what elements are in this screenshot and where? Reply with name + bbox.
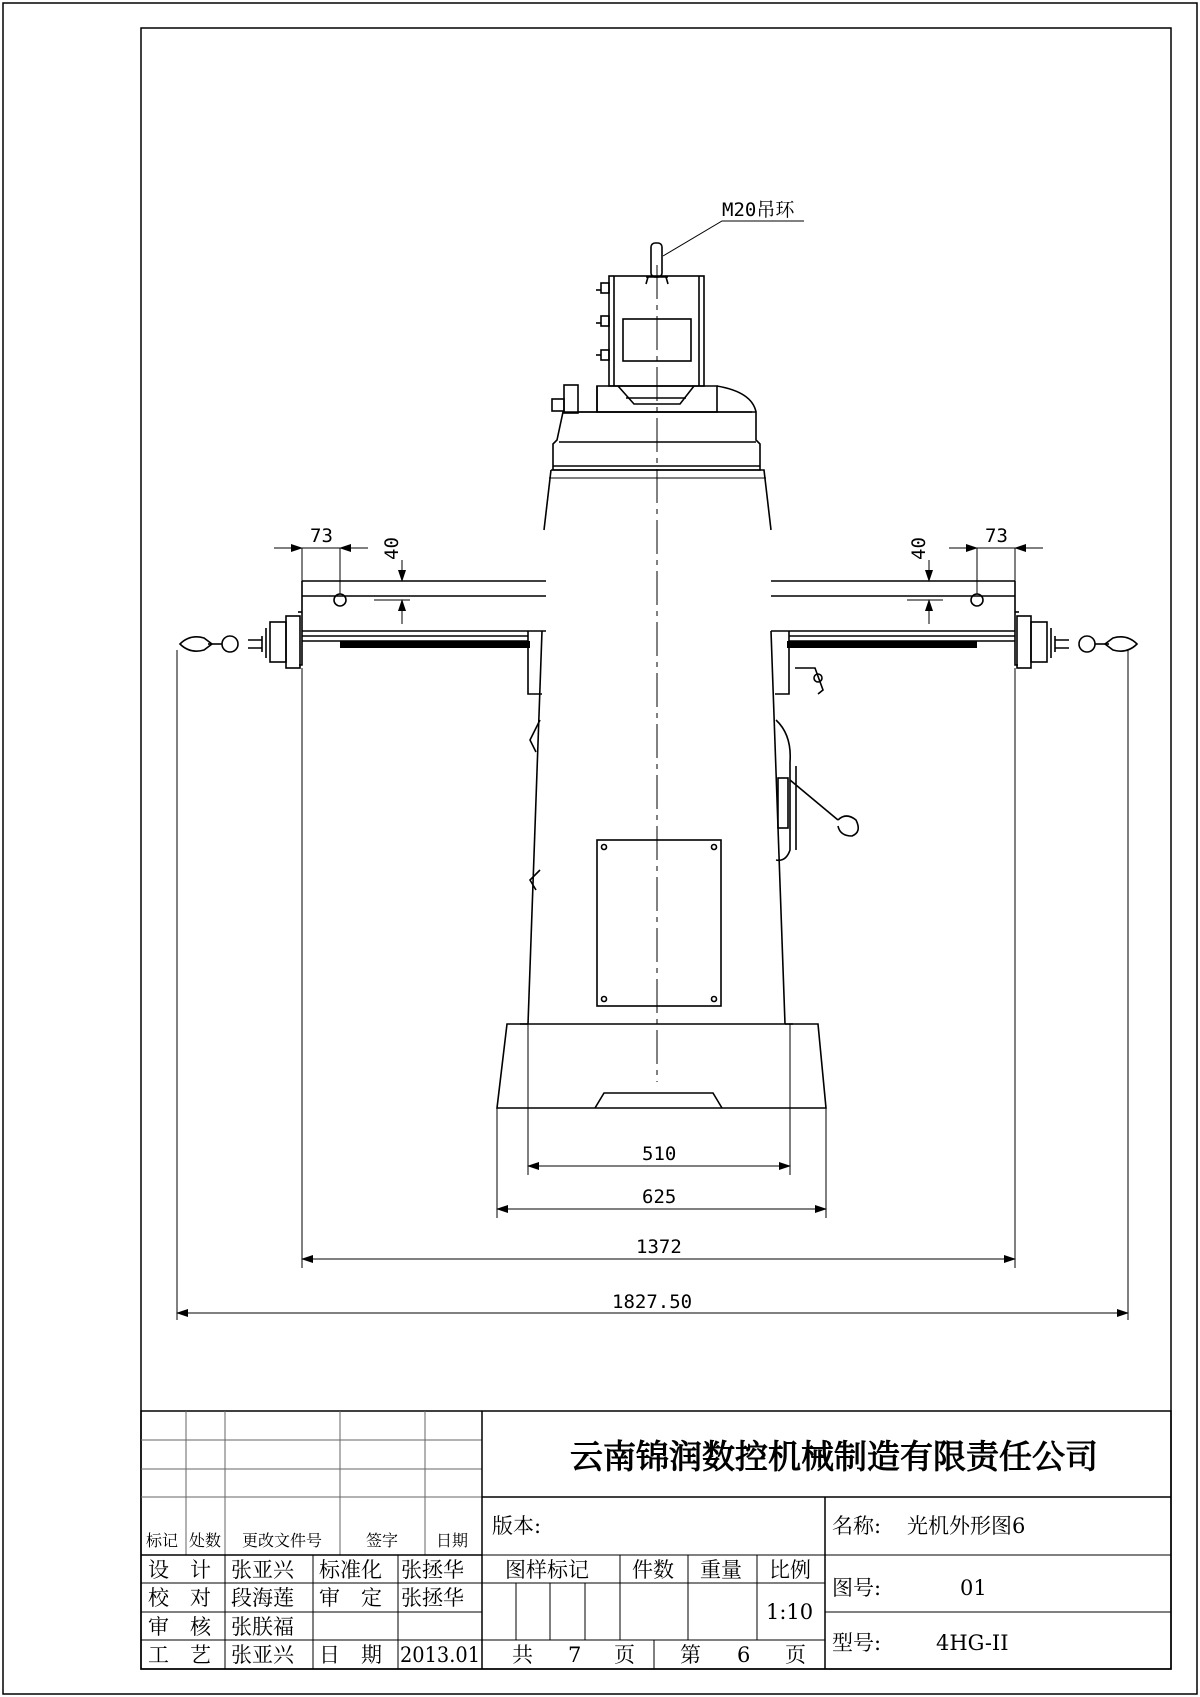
col-scale: 比例 <box>769 1558 811 1582</box>
dim-1827-50: 1827.50 <box>612 1291 693 1313</box>
total-label: 共 <box>512 1643 533 1667</box>
col-quantity: 件数 <box>632 1558 674 1582</box>
name-value: 光机外形图6 <box>907 1514 1026 1538</box>
model-label: 型号: <box>832 1631 882 1655</box>
role-standardization: 标准化 <box>319 1558 382 1582</box>
rev-header-date: 日期 <box>436 1531 469 1550</box>
model-value: 4HG-II <box>936 1631 1009 1655</box>
dim-right-40: 40 <box>908 537 930 560</box>
dim-510: 510 <box>642 1143 677 1165</box>
name-proofread: 段海莲 <box>231 1586 294 1610</box>
page-unit: 页 <box>614 1643 635 1667</box>
rev-header-doc-no: 更改文件号 <box>242 1531 323 1550</box>
dim-625: 625 <box>642 1186 677 1208</box>
knee-crank <box>530 720 858 890</box>
drawing-no-value: 01 <box>960 1576 987 1600</box>
rev-header-mark: 标记 <box>146 1531 179 1550</box>
lifting-ring-note: M20吊环 <box>722 199 795 221</box>
total-pages: 7 <box>568 1643 582 1667</box>
inner-frame <box>141 28 1171 1669</box>
name-design: 张亚兴 <box>231 1558 294 1582</box>
motor-head <box>552 276 756 413</box>
page-unit-2: 页 <box>785 1643 806 1667</box>
access-door <box>597 840 721 1006</box>
table-right <box>771 581 1137 694</box>
role-date: 日 期 <box>319 1643 382 1667</box>
col-pattern-mark: 图样标记 <box>505 1558 589 1582</box>
machine-front-view <box>180 243 1137 1108</box>
name-label: 名称: <box>832 1514 882 1538</box>
machine-base <box>497 1024 826 1108</box>
current-page: 6 <box>737 1643 751 1667</box>
table-left <box>180 581 546 694</box>
company-name: 云南锦润数控机械制造有限责任公司 <box>570 1437 1098 1476</box>
name-process: 张亚兴 <box>231 1643 294 1667</box>
name-approve: 张拯华 <box>401 1586 464 1610</box>
rev-header-signature: 签字 <box>366 1531 399 1550</box>
col-weight: 重量 <box>700 1558 742 1582</box>
version-label: 版本: <box>492 1514 542 1538</box>
dim-left-73: 73 <box>310 525 333 547</box>
date-value: 2013.01 <box>400 1643 480 1667</box>
dim-1372: 1372 <box>636 1236 682 1258</box>
rev-header-count: 处数 <box>189 1531 222 1550</box>
name-standardization: 张拯华 <box>401 1558 464 1582</box>
dim-left-40: 40 <box>381 537 403 560</box>
name-review: 张朕福 <box>231 1615 294 1639</box>
current-label: 第 <box>680 1643 701 1667</box>
role-process: 工 艺 <box>148 1643 211 1667</box>
role-design: 设 计 <box>148 1558 211 1582</box>
drawing-no-label: 图号: <box>832 1576 882 1600</box>
dim-right-73: 73 <box>985 525 1008 547</box>
role-approve: 审 定 <box>319 1586 382 1610</box>
scale-value: 1:10 <box>766 1600 814 1624</box>
role-review: 审 核 <box>148 1615 211 1639</box>
role-proofread: 校 对 <box>148 1586 211 1610</box>
